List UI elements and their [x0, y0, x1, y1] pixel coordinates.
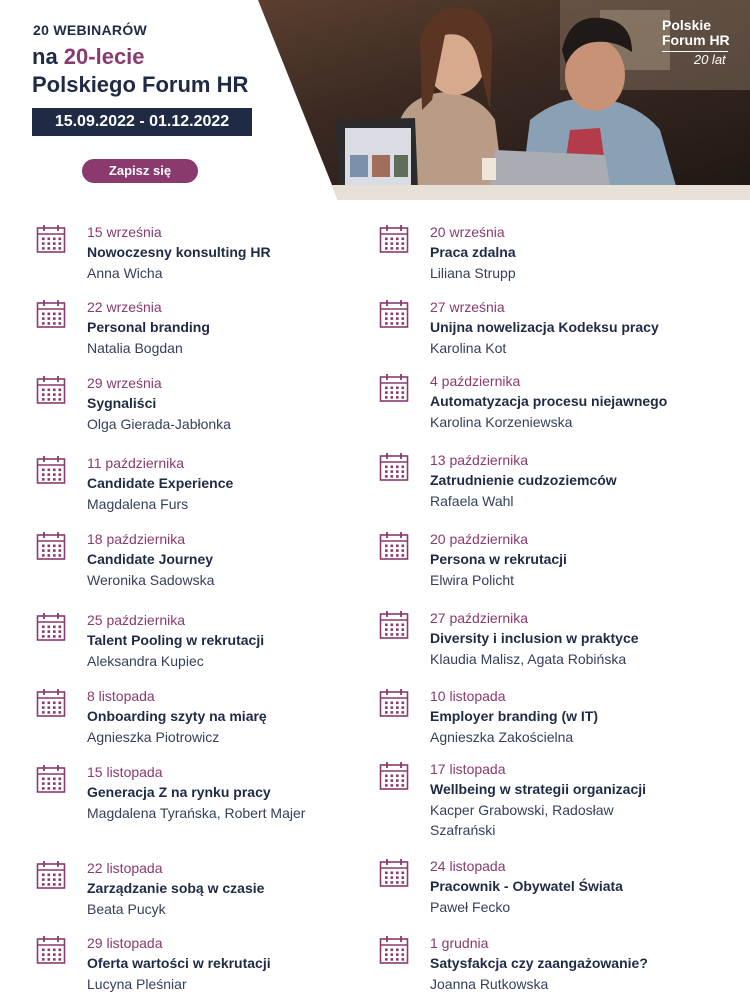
webinar-speaker: Weronika Sadowska [87, 572, 215, 588]
webinar-topic: Unijna nowelizacja Kodeksu pracy [430, 319, 659, 335]
webinar-topic: Employer branding (w IT) [430, 708, 599, 724]
webinar-date: 15 września [87, 224, 162, 240]
calendar-icon [36, 455, 66, 485]
calendar-icon [379, 531, 409, 561]
calendar-icon [379, 935, 409, 965]
webinar-speaker: Liliana Strupp [430, 265, 516, 281]
webinar-topic: Pracownik - Obywatel Świata [430, 878, 623, 894]
calendar-icon [36, 612, 66, 642]
calendar-icon [379, 858, 409, 888]
webinar-topic: Oferta wartości w rekrutacji [87, 955, 271, 971]
webinar-date: 11 października [87, 455, 185, 471]
forum-logo [662, 18, 730, 67]
calendar-icon [36, 224, 66, 254]
webinar-topic: Diversity i inclusion w praktyce [430, 630, 639, 646]
webinar-topic: Personal branding [87, 319, 210, 335]
webinar-topic: Wellbeing w strategii organizacji [430, 781, 647, 797]
webinar-speaker: Paweł Fecko [430, 899, 511, 915]
webinar-speaker: Karolina Korzeniewska [430, 414, 573, 430]
calendar-icon [379, 224, 409, 254]
webinar-date: 25 października [87, 612, 186, 628]
webinar-speaker: Karolina Kot [430, 340, 507, 356]
webinar-date: 29 września [87, 375, 162, 391]
calendar-icon [379, 610, 409, 640]
webinar-speaker: Natalia Bogdan [87, 340, 183, 356]
headline-prefix: na [32, 44, 64, 69]
webinar-date: 4 października [430, 373, 521, 389]
webinar-speaker: Olga Gierada-Jabłonka [87, 416, 231, 432]
webinar-speaker: Lucyna Pleśniar [87, 976, 187, 992]
calendar-icon [36, 375, 66, 405]
webinar-topic: Nowoczesny konsulting HR [87, 244, 271, 260]
webinar-topic: Zatrudnienie cudzoziemców [430, 472, 617, 488]
calendar-icon [36, 860, 66, 890]
webinar-speaker: Anna Wicha [87, 265, 163, 281]
logo-line-1: Polskie [662, 17, 712, 33]
webinar-date: 27 września [430, 299, 505, 315]
webinar-date: 24 listopada [430, 858, 506, 874]
calendar-icon [379, 452, 409, 482]
header-banner [0, 0, 750, 200]
headline-line-1 [32, 44, 145, 70]
webinar-date: 20 września [430, 224, 505, 240]
webinar-topic: Onboarding szyty na miarę [87, 708, 267, 724]
webinar-date: 29 listopada [87, 935, 163, 951]
webinar-date: 22 września [87, 299, 162, 315]
calendar-icon [36, 299, 66, 329]
webinar-date: 17 listopada [430, 761, 506, 777]
webinar-date: 22 listopada [87, 860, 163, 876]
calendar-icon [36, 531, 66, 561]
date-range-badge: 15.09.2022 - 01.12.2022 [32, 108, 252, 136]
calendar-icon [379, 299, 409, 329]
headline-line-2: Polskiego Forum HR [32, 72, 249, 97]
webinar-date: 1 grudnia [430, 935, 489, 951]
logo-rule [662, 51, 728, 52]
webinar-topic: Talent Pooling w rekrutacji [87, 632, 265, 648]
webinar-speaker: Joanna Rutkowska [430, 976, 549, 992]
calendar-icon [379, 688, 409, 718]
webinar-topic: Praca zdalna [430, 244, 516, 260]
webinar-date: 10 listopada [430, 688, 506, 704]
webinar-topic: Candidate Journey [87, 551, 214, 567]
headline-accent: 20-lecie [63, 44, 145, 69]
webinar-speaker: Klaudia Malisz, Agata Robińska [430, 651, 627, 667]
calendar-icon [379, 373, 409, 403]
webinar-speaker: Rafaela Wahl [430, 493, 514, 509]
webinar-speaker: Beata Pucyk [87, 901, 166, 917]
kicker-text: 20 WEBINARÓW [33, 22, 148, 38]
webinar-date: 18 października [87, 531, 186, 547]
webinar-speaker: Agnieszka Zakościelna [430, 729, 574, 745]
logo-line-3: 20 lat [693, 52, 726, 67]
calendar-icon [379, 761, 409, 791]
webinar-topic: Persona w rekrutacji [430, 551, 567, 567]
webinar-date: 15 listopada [87, 764, 163, 780]
webinar-topic: Candidate Experience [87, 475, 234, 491]
webinar-speaker: Aleksandra Kupiec [87, 653, 204, 669]
calendar-icon [36, 764, 66, 794]
webinar-date: 27 października [430, 610, 529, 626]
logo-line-2: Forum HR [662, 32, 730, 48]
webinar-topic: Satysfakcja czy zaangażowanie? [430, 955, 648, 971]
calendar-icon [36, 935, 66, 965]
webinar-topic: Zarządzanie sobą w czasie [87, 880, 265, 896]
webinar-topic: Generacja Z na rynku pracy [87, 784, 271, 800]
webinar-speaker: Magdalena Tyrańska, Robert Majer [87, 805, 306, 821]
webinar-topic: Automatyzacja procesu niejawnego [430, 393, 668, 409]
calendar-icon [36, 688, 66, 718]
webinar-speaker: Magdalena Furs [87, 496, 189, 512]
webinar-speaker: Elwira Policht [430, 572, 515, 588]
webinar-date: 13 października [430, 452, 529, 468]
webinar-topic: Sygnaliści [87, 395, 157, 411]
webinar-speaker: Kacper Grabowski, Radosław Szafrański [430, 802, 614, 838]
webinar-speaker: Agnieszka Piotrowicz [87, 729, 220, 745]
webinar-date: 8 listopada [87, 688, 155, 704]
signup-button[interactable]: Zapisz się [82, 159, 198, 183]
webinar-date: 20 października [430, 531, 529, 547]
